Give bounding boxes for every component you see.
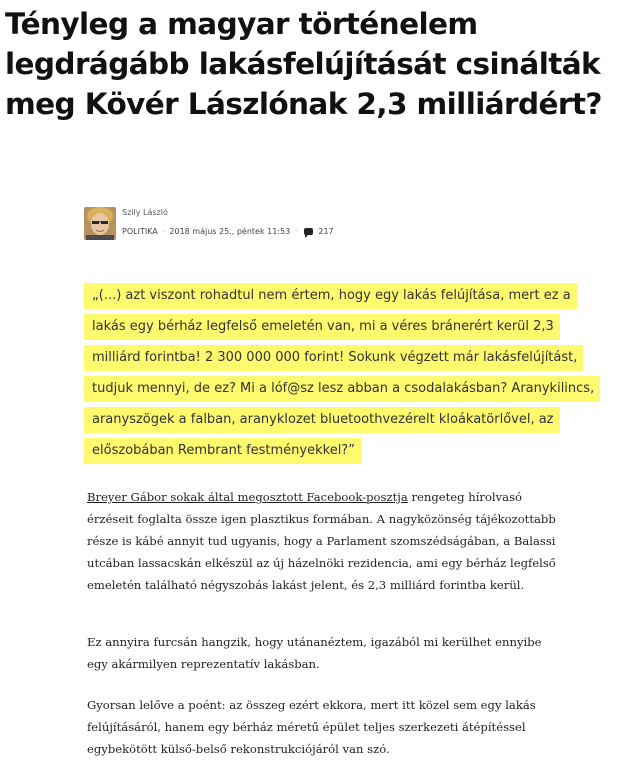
highlighted-quote bbox=[84, 280, 604, 466]
byline bbox=[84, 206, 584, 240]
comment-icon[interactable] bbox=[304, 228, 313, 235]
publish-date: 2018 május 25., péntek 11:53 bbox=[169, 227, 291, 236]
comment-count[interactable]: 217 bbox=[318, 227, 334, 236]
category-link[interactable]: POLITIKA bbox=[122, 227, 158, 236]
paragraph-2: Ez annyira furcsán hangzik, hogy utánanéztem, igazából mi kerülhet ennyibe egy akármilyen reprezentatív lakásban. bbox=[87, 635, 542, 671]
paragraph-3: Gyorsan lelőve a poént: az összeg ezért ekkora, mert itt közel sem egy lakás felújításáról, hanem egy bérház méretű épület teljes szerkezeti átépítéssel egybekötött külső-belső rekonstrukciójáról van szó. bbox=[87, 698, 536, 756]
article-headline: Tényleg a magyar történelem legdrágább lakásfelújítását csinálták meg Kövér Lászlónak 2,3 milliárdért? bbox=[5, 7, 602, 121]
quote-text: „(...) azt viszont rohadtul nem értem, hogy egy lakás felújítása, mert ez a lakás egy bérház legfelső emeletén van, mi a véres bránerért kerül 2,3 milliárd forintba! 2 300 000 000 forint! Sokunk végzett már lakásfelújítást, tudjuk mennyi, de ez? Mi a lóf@sz lesz abban a csodalakásban? Aranykilincs, aranyszögek a falban, aranyklozet bluetoothvezérelt kloákatörlővel, az előszobában Rembrant festményekkel?” bbox=[84, 283, 600, 464]
paragraph-1-text: rengeteg hírolvasó érzéseit foglalta össze igen plasztikus formában. A nagyközönség tájékozottabb része is kábé annyit tud ugyanis, hogy a Parlament szomszédságában, a Balassi utcában lassacskán elkészül az új házelnöki rezidencia, ami egy bérház legfelső emeletén található négyszobás lakást jelent, és 2,3 milliárd forintba kerül. bbox=[87, 490, 556, 592]
facebook-post-link[interactable]: Breyer Gábor sokak által megosztott Facebook-posztja bbox=[87, 490, 408, 504]
meta-separator: · bbox=[294, 227, 298, 236]
author-avatar[interactable] bbox=[84, 207, 116, 240]
meta-separator: · bbox=[162, 227, 165, 236]
paragraph-1 bbox=[87, 486, 557, 596]
article-meta bbox=[122, 225, 334, 239]
author-name[interactable]: Szily László bbox=[122, 208, 168, 217]
